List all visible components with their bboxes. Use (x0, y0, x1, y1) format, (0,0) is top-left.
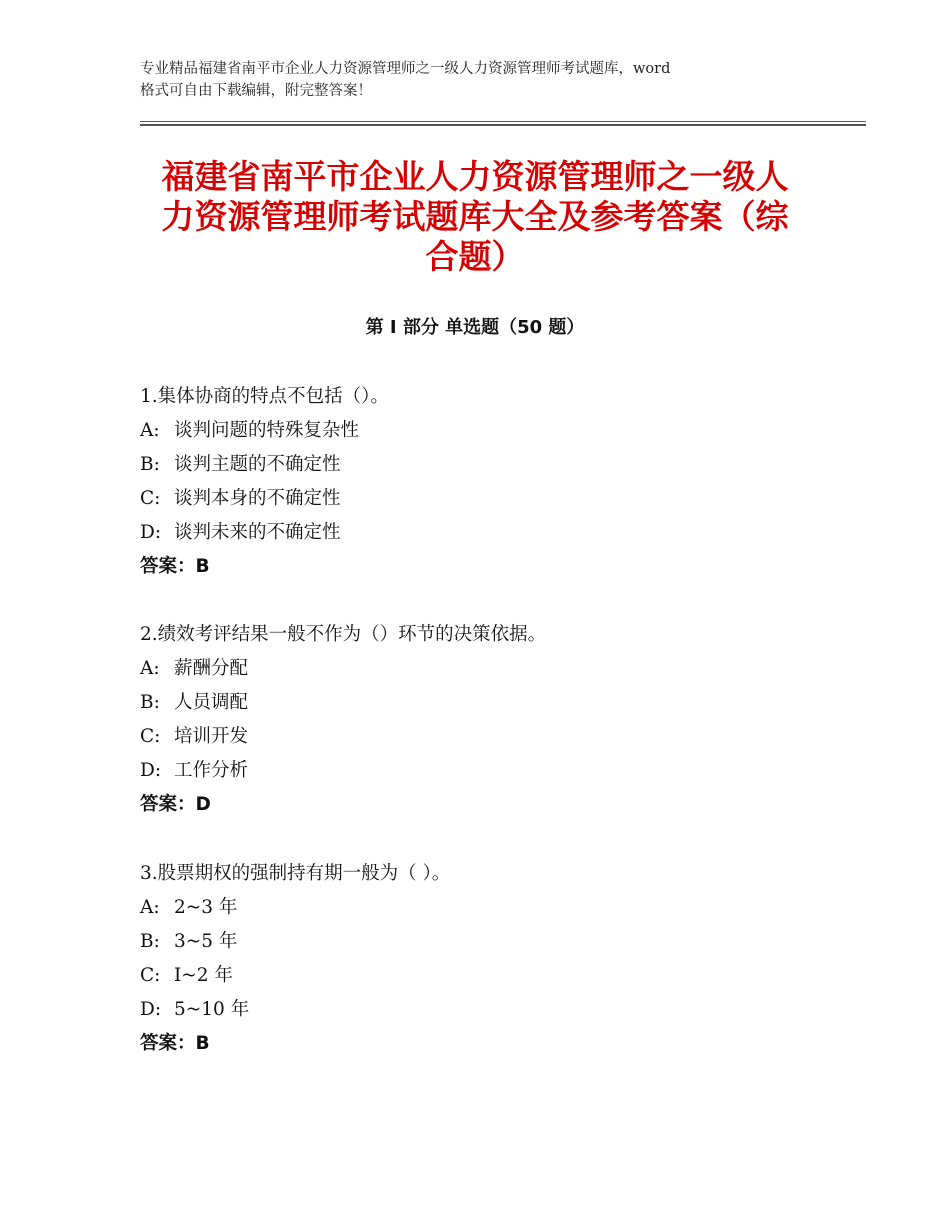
header-divider-thin (140, 121, 866, 122)
answer: 答案：D (140, 794, 211, 815)
page-title-line-1: 福建省南平市企业人力资源管理师之一级人 (161, 157, 789, 196)
option-text: 3~5 年 (174, 931, 238, 952)
page-title (125, 157, 825, 277)
option-text: 谈判主题的不确定性 (174, 454, 341, 475)
option-text: I~2 年 (174, 965, 233, 986)
option-c (140, 959, 860, 993)
option-letter: B: (140, 454, 160, 475)
header-note-line-1: 专业精品福建省南平市企业人力资源管理师之一级人力资源管理师考试题库，word (140, 61, 671, 77)
question-stem: 1.集体协商的特点不包括（）。 (140, 386, 389, 407)
question-3 (140, 857, 860, 1061)
option-a (140, 652, 860, 686)
option-c (140, 720, 860, 754)
option-c (140, 482, 860, 516)
option-letter: A: (140, 897, 160, 918)
question-stem: 2.绩效考评结果一般不作为（）环节的决策依据。 (140, 624, 547, 645)
option-d (140, 516, 860, 550)
option-text: 谈判本身的不确定性 (174, 488, 341, 509)
header-divider-thick (140, 124, 866, 126)
option-a (140, 891, 860, 925)
option-b (140, 448, 860, 482)
option-d (140, 993, 860, 1027)
option-text: 人员调配 (174, 692, 249, 713)
option-letter: D: (140, 522, 162, 543)
option-letter: C: (140, 965, 161, 986)
option-text: 工作分析 (174, 760, 249, 781)
option-b (140, 925, 860, 959)
page-title-line-2: 力资源管理师考试题库大全及参考答案（综 (161, 197, 789, 236)
option-letter: B: (140, 692, 160, 713)
option-text: 5~10 年 (174, 999, 250, 1020)
question-2 (140, 618, 860, 822)
option-text: 谈判未来的不确定性 (174, 522, 341, 543)
page-title-line-3: 合题） (425, 237, 525, 276)
option-b (140, 686, 860, 720)
option-a (140, 414, 860, 448)
option-d (140, 754, 860, 788)
option-text: 谈判问题的特殊复杂性 (174, 420, 360, 441)
option-text: 薪酬分配 (174, 658, 249, 679)
answer: 答案：B (140, 556, 210, 577)
question-stem: 3.股票期权的强制持有期一般为（ ）。 (140, 863, 451, 884)
option-letter: A: (140, 658, 160, 679)
option-letter: C: (140, 726, 161, 747)
option-text: 2~3 年 (174, 897, 238, 918)
option-letter: B: (140, 931, 160, 952)
option-letter: D: (140, 999, 162, 1020)
option-letter: D: (140, 760, 162, 781)
option-text: 培训开发 (174, 726, 249, 747)
header-note (140, 58, 830, 102)
section-title: 第 I 部分 单选题（50 题） (365, 317, 585, 338)
header-note-line-2: 格式可自由下载编辑，附完整答案！ (140, 83, 372, 99)
answer: 答案：B (140, 1033, 210, 1054)
question-1 (140, 380, 860, 584)
option-letter: C: (140, 488, 161, 509)
option-letter: A: (140, 420, 160, 441)
